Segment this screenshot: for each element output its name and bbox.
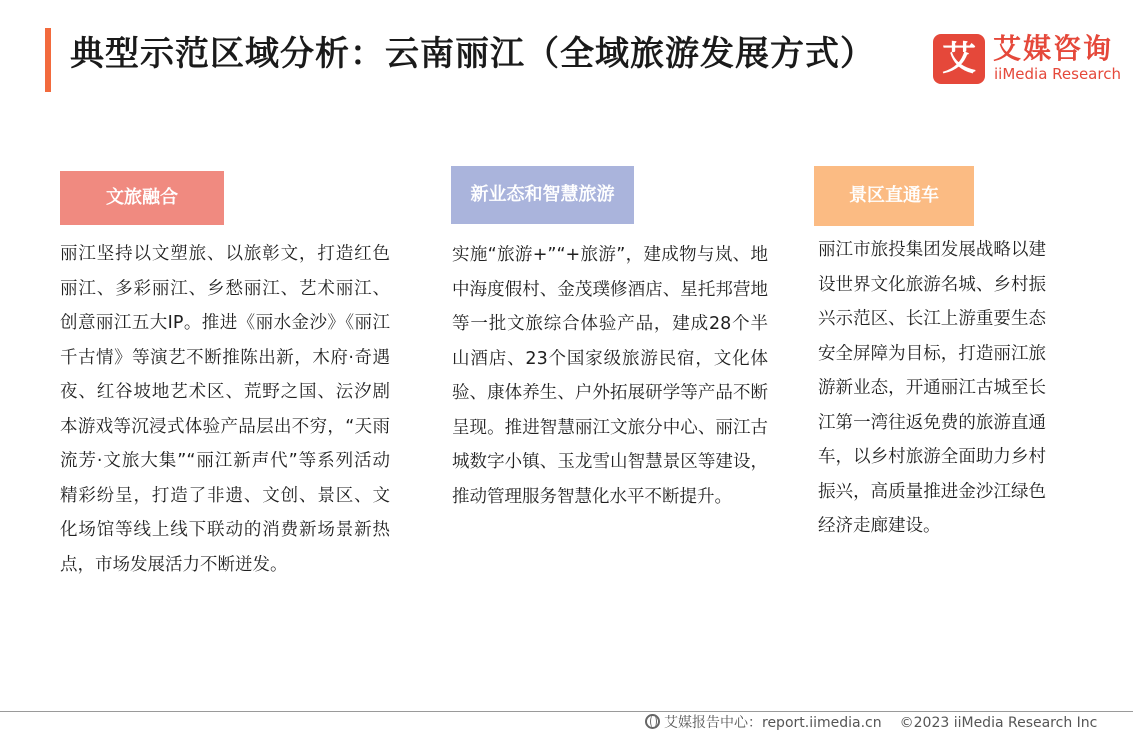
column-text-scenic-shuttle: 丽江市旅投集团发展战略以建设世界文化旅游名城、乡村振兴示范区、长江上游重要生态安全屏障为目标，打造丽江旅游新业态，开通丽江古城至长江第一湾往返免费的旅游直通车，以乡村旅游全面助力乡村振兴，高质量推进金沙江绿色经济走廊建设。 (818, 240, 1046, 536)
tag-culture-tourism: 文旅融合 (60, 171, 224, 225)
footer-source: 艾媒报告中心：report.iimedia.cn (664, 715, 882, 731)
brand-logo (933, 34, 1123, 86)
logo-name-en: iiMedia Research (994, 65, 1121, 83)
page-title: 典型示范区域分析：云南丽江（全域旅游发展方式） (70, 34, 875, 74)
footer-divider (0, 711, 1133, 712)
logo-name-cn: 艾媒咨询 (993, 32, 1114, 65)
tag-scenic-shuttle: 景区直通车 (814, 166, 974, 226)
tag-new-formats-smart-tourism: 新业态和智慧旅游 (451, 166, 634, 224)
globe-icon (645, 714, 660, 729)
column-text-new-formats-smart-tourism: 实施“旅游+”“+旅游”，建成物与岚、地中海度假村、金茂璞修酒店、星托邦营地等一批文旅综合体验产品，建成28个半山酒店、23个国家级旅游民宿，文化体验、康体养生、户外拓展研学等产品不断呈现。推进智慧丽江文旅分中心、丽江古城数字小镇、玉龙雪山智慧景区等建设，推动管理服务智慧化水平不断提升。 (452, 245, 768, 507)
title-accent-bar (45, 28, 51, 92)
column-text-culture-tourism: 丽江坚持以文塑旅、以旅彰文，打造红色丽江、多彩丽江、乡愁丽江、艺术丽江、创意丽江五大IP。推进《丽水金沙》《丽江千古情》等演艺不断推陈出新，木府·奇遇夜、红谷坡地艺术区、荒野之国、沄汐剧本游戏等沉浸式体验产品层出不穷，“天雨流芳·文旅大集”“丽江新声代”等系列活动精彩纷呈，打造了非遗、文创、景区、文化场馆等线上线下联动的消费新场景新热点，市场发展活力不断迸发。 (60, 244, 390, 575)
footer (645, 713, 1097, 733)
logo-mark: 艾 (933, 34, 985, 84)
footer-copyright: ©2023 iiMedia Research Inc (899, 715, 1098, 731)
